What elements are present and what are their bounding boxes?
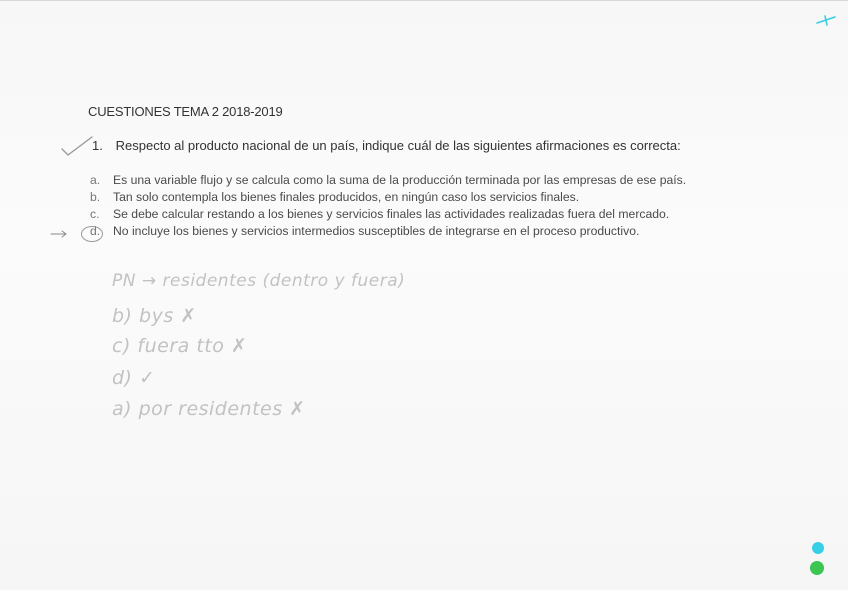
selected-answer-circle-icon — [80, 225, 104, 243]
question-1 — [92, 138, 681, 153]
handwritten-note: d) ✓ — [112, 367, 156, 389]
pen-mark-icon — [815, 13, 837, 27]
question-text: Respecto al producto nacional de un país, indique cuál de las siguientes afirmaciones es correcta: — [115, 138, 681, 153]
option-c — [90, 206, 686, 223]
green-dot-icon — [810, 561, 824, 575]
option-a — [90, 172, 686, 189]
option-letter: b. — [90, 190, 101, 204]
handwritten-note: PN → residentes (dentro y fuera) — [112, 271, 406, 291]
option-b — [90, 189, 686, 206]
arrow-right-icon — [50, 229, 70, 239]
handwritten-note: c) fuera tto ✗ — [112, 335, 248, 357]
document-title: CUESTIONES TEMA 2 2018-2019 — [88, 104, 283, 119]
cyan-dot-icon — [812, 542, 824, 554]
handwritten-note: a) por residentes ✗ — [112, 398, 306, 420]
option-text: Es una variable flujo y se calcula como la suma de la producción terminada por las empresas de ese país. — [113, 173, 687, 187]
option-text: Tan solo contempla los bienes finales producidos, en ningún caso los servicios finales. — [113, 190, 580, 204]
option-text: No incluye los bienes y servicios intermedios susceptibles de integrarse en el proceso productivo. — [113, 224, 640, 238]
handwritten-note: b) bys ✗ — [112, 305, 197, 327]
question-number: 1. — [92, 138, 103, 153]
option-letter: d. — [90, 224, 101, 238]
option-letter: c. — [90, 207, 100, 221]
option-text: Se debe calcular restando a los bienes y servicios finales las actividades realizadas fuera del mercado. — [113, 207, 670, 221]
checkmark-icon — [60, 135, 94, 157]
option-letter: a. — [90, 173, 101, 187]
option-d — [90, 223, 686, 240]
answer-options — [90, 172, 686, 240]
